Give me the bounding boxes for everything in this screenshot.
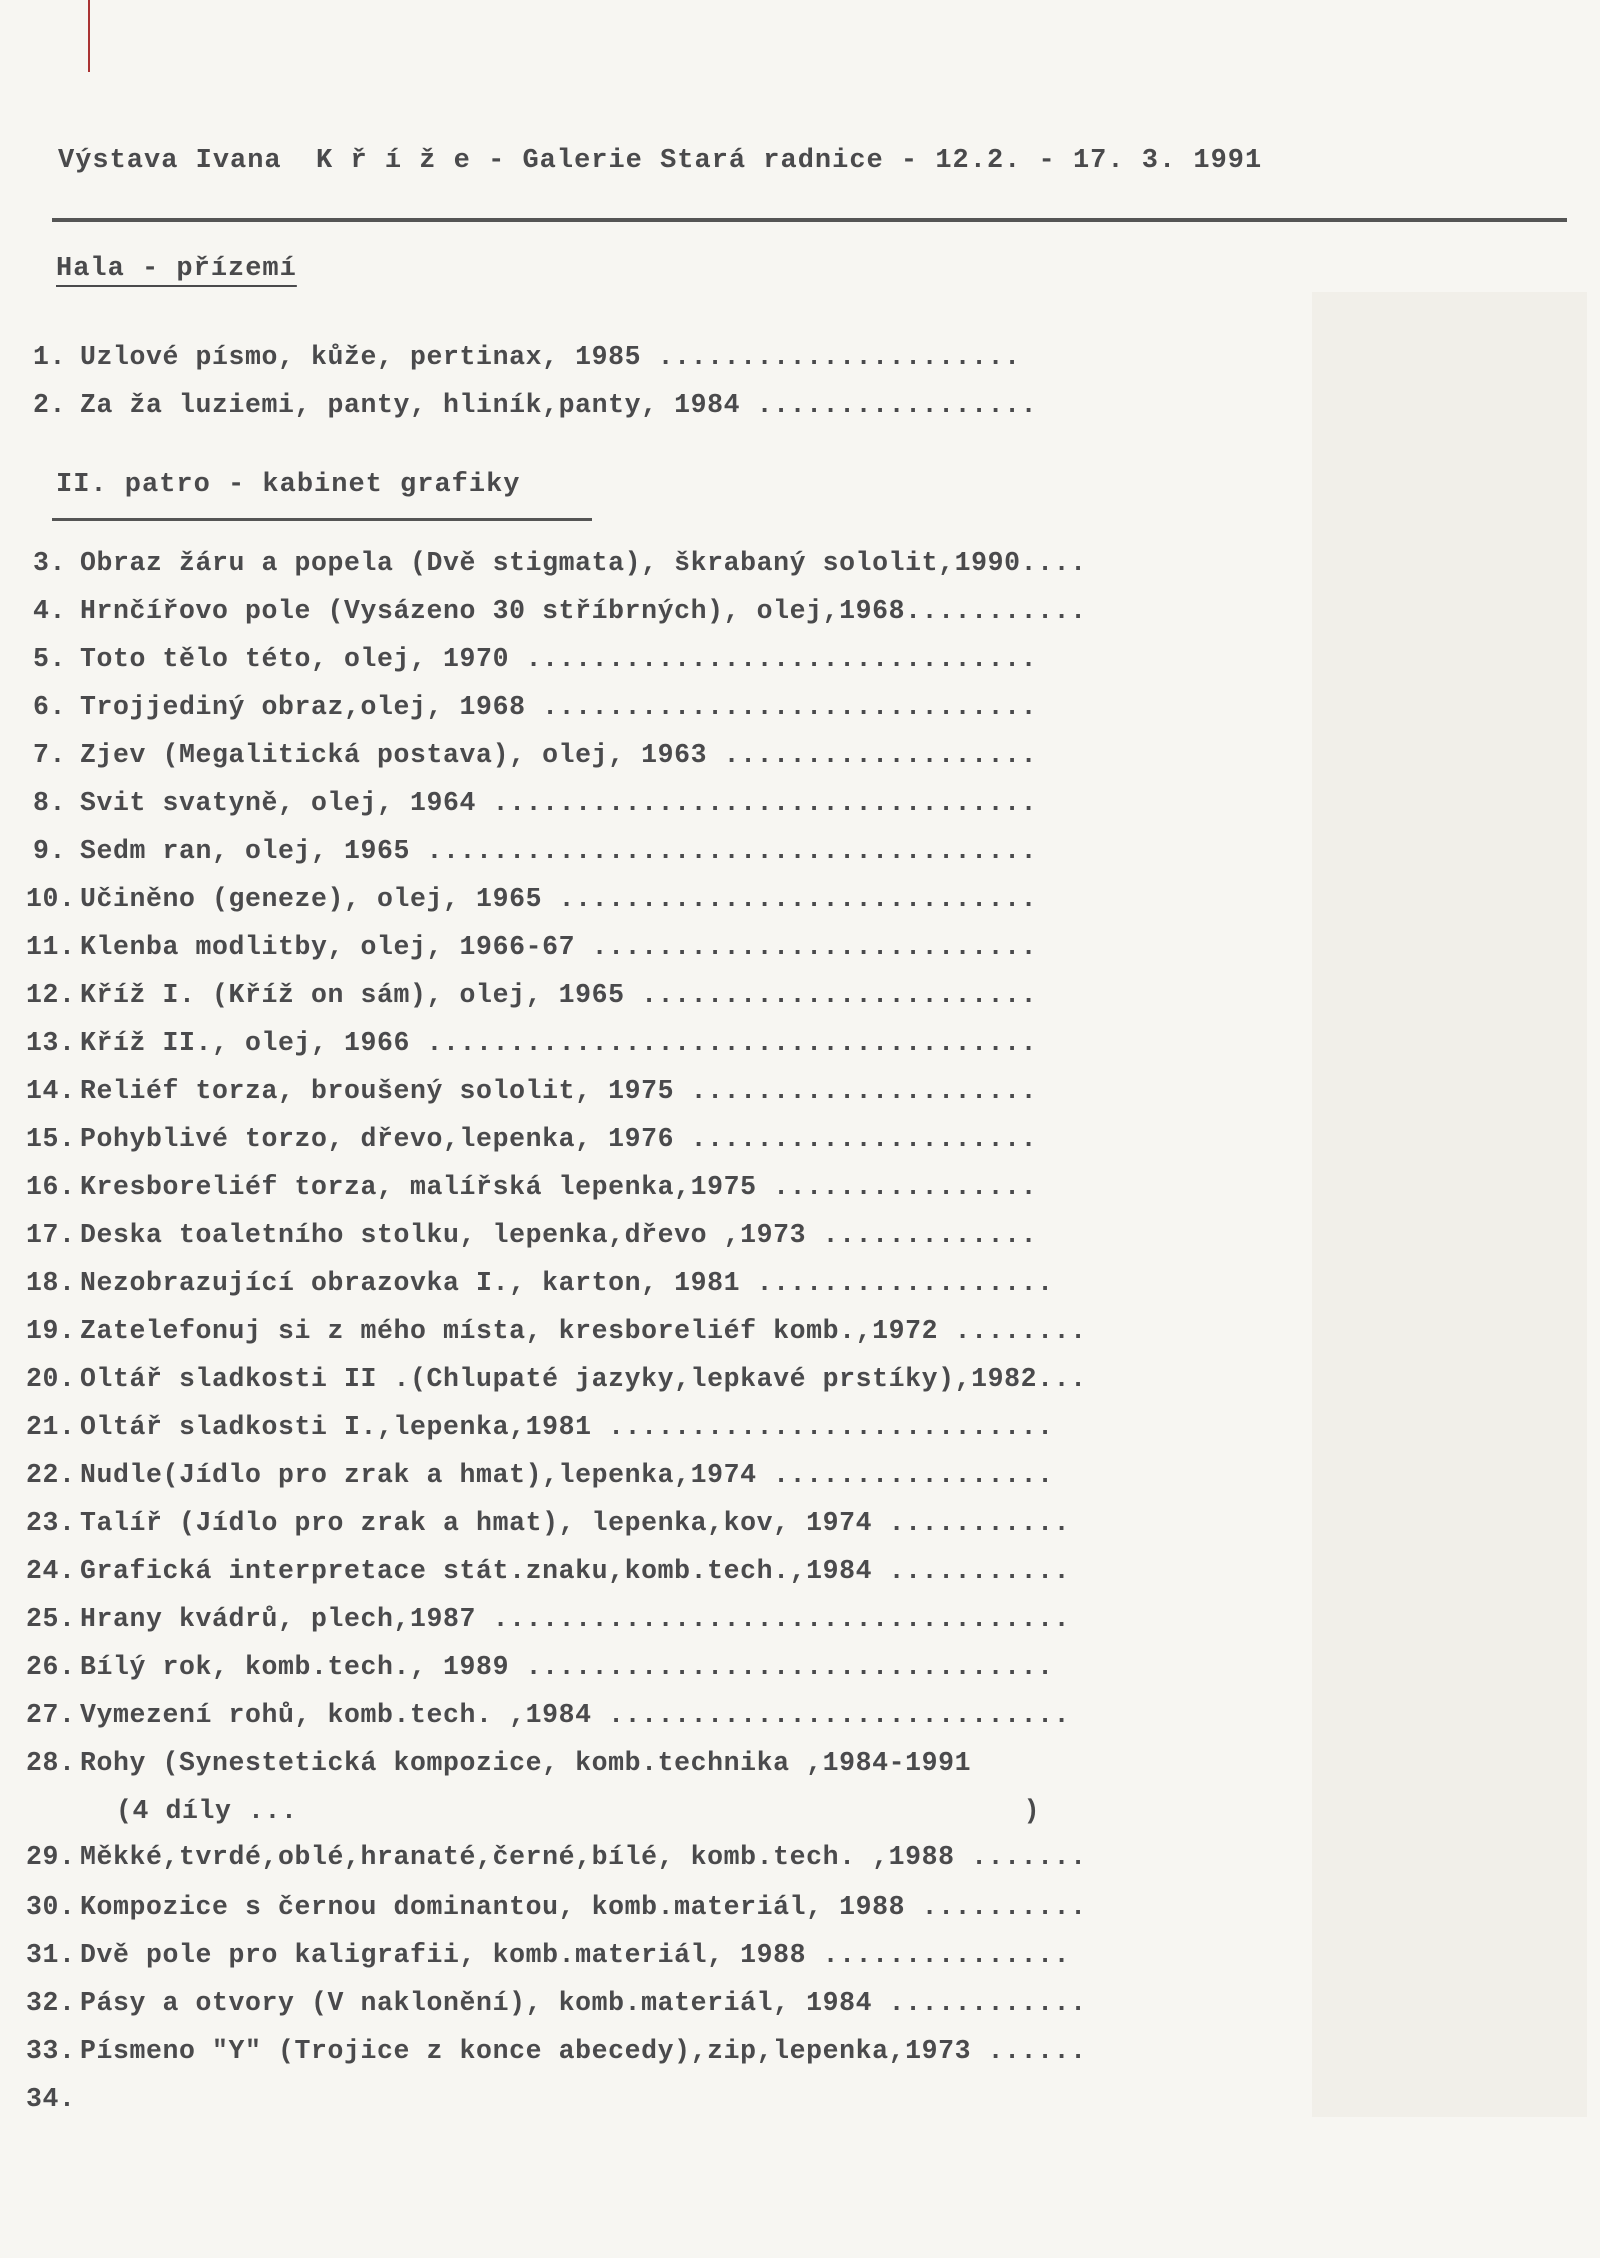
- list-item: [26, 1748, 971, 1778]
- item-number: 9.: [32, 836, 66, 866]
- item-number: 31.: [26, 1940, 76, 1970]
- item-number: 28.: [26, 1748, 76, 1778]
- item-number: 29.: [26, 1842, 76, 1872]
- document-title: Výstava Ivana K ř í ž e - Galerie Stará radnice - 12.2. - 17. 3. 1991: [58, 146, 1263, 176]
- item-text: Deska toaletního stolku, lepenka,dřevo ,1973 .............: [80, 1220, 1038, 1250]
- item-text: Vymezení rohů, komb.tech. ,1984 ............................: [80, 1700, 1071, 1730]
- item-text: Obraz žáru a popela (Dvě stigmata), škrabaný sololit,1990....: [80, 548, 1087, 578]
- item-text: Hrnčířovo pole (Vysázeno 30 stříbrných), olej,1968...........: [80, 596, 1087, 626]
- item-number: 34.: [26, 2084, 76, 2114]
- item-text: Písmeno "Y" (Trojice z konce abecedy),zip,lepenka,1973 ......: [80, 2036, 1087, 2066]
- item-text: Reliéf torza, broušený sololit, 1975 .....................: [80, 1076, 1038, 1106]
- item-number: 7.: [32, 740, 66, 770]
- item-number: 12.: [26, 980, 76, 1010]
- item-number: 17.: [26, 1220, 76, 1250]
- item-text: (4 díly ... ): [116, 1796, 1041, 1826]
- item-text: Trojjediný obraz,olej, 1968 ..............................: [80, 692, 1038, 722]
- item-number: 27.: [26, 1700, 76, 1730]
- item-text: Oltář sladkosti II .(Chlupaté jazyky,lepkavé prstíky),1982...: [80, 1364, 1087, 1394]
- item-text: Rohy (Synestetická kompozice, komb.technika ,1984-1991: [80, 1748, 972, 1778]
- item-number: 26.: [26, 1652, 76, 1682]
- item-text: Oltář sladkosti I.,lepenka,1981 ...........................: [80, 1412, 1054, 1442]
- item-text: Pásy a otvory (V naklonění), komb.materiál, 1984 ............: [80, 1988, 1087, 2018]
- list-item: [26, 1842, 1087, 1872]
- list-item: [26, 932, 1037, 962]
- item-number: 11.: [26, 932, 76, 962]
- list-item: [26, 884, 1037, 914]
- item-text: Svit svatyně, olej, 1964 .................................: [80, 788, 1038, 818]
- margin-mark: [88, 0, 90, 72]
- list-item: [26, 1604, 1070, 1634]
- paper-overlay: [1312, 292, 1587, 2117]
- list-item: [26, 1508, 1070, 1538]
- title-underline: [52, 218, 1567, 222]
- item-text: Zjev (Megalitická postava), olej, 1963 ...................: [80, 740, 1038, 770]
- item-text: Bílý rok, komb.tech., 1989 ................................: [80, 1652, 1054, 1682]
- list-item: [26, 1220, 1037, 1250]
- item-text: Zatelefonuj si z mého místa, kresboreliéf komb.,1972 ........: [80, 1316, 1087, 1346]
- list-item: [26, 740, 1037, 770]
- list-item: [26, 2084, 80, 2114]
- item-text: Grafická interpretace stát.znaku,komb.tech.,1984 ...........: [80, 1556, 1071, 1586]
- item-number: 10.: [26, 884, 76, 914]
- list-item: [26, 1124, 1037, 1154]
- item-number: 30.: [26, 1892, 76, 1922]
- item-text: Uzlové písmo, kůže, pertinax, 1985 ......................: [80, 342, 1021, 372]
- list-item: [26, 836, 1037, 866]
- item-text: Učiněno (geneze), olej, 1965 .............................: [80, 884, 1038, 914]
- list-item: [26, 596, 1087, 626]
- item-number: 25.: [26, 1604, 76, 1634]
- list-item: [26, 1028, 1037, 1058]
- item-number: 4.: [32, 596, 66, 626]
- item-text: Za ža luziemi, panty, hliník,panty, 1984 .................: [80, 390, 1038, 420]
- item-text: Měkké,tvrdé,oblé,hranaté,černé,bílé, komb.tech. ,1988 .......: [80, 1842, 1087, 1872]
- item-text: Talíř (Jídlo pro zrak a hmat), lepenka,kov, 1974 ...........: [80, 1508, 1071, 1538]
- item-number: 3.: [32, 548, 66, 578]
- list-item: [26, 2036, 1087, 2066]
- item-text: Nudle(Jídlo pro zrak a hmat),lepenka,1974 .................: [80, 1460, 1054, 1490]
- item-number: 18.: [26, 1268, 76, 1298]
- item-text: Kresboreliéf torza, malířská lepenka,1975 ................: [80, 1172, 1038, 1202]
- list-item: [26, 1316, 1087, 1346]
- list-item: [26, 548, 1087, 578]
- item-number: 21.: [26, 1412, 76, 1442]
- item-text: Kompozice s černou dominantou, komb.materiál, 1988 ..........: [80, 1892, 1087, 1922]
- item-number: 2.: [32, 390, 66, 420]
- item-text: Toto tělo této, olej, 1970 ...............................: [80, 644, 1038, 674]
- item-text: Hrany kvádrů, plech,1987 ...................................: [80, 1604, 1071, 1634]
- list-item: [26, 1172, 1037, 1202]
- list-item: [26, 1556, 1070, 1586]
- item-number: 13.: [26, 1028, 76, 1058]
- item-text: Sedm ran, olej, 1965 .....................................: [80, 836, 1038, 866]
- item-number: 32.: [26, 1988, 76, 2018]
- list-item: [26, 980, 1037, 1010]
- list-item: [62, 1796, 1040, 1826]
- list-item: [26, 390, 1037, 420]
- section-title-second-floor: II. patro - kabinet grafiky: [56, 470, 521, 500]
- list-item: [26, 644, 1037, 674]
- section-underline: [52, 518, 592, 521]
- item-number: 33.: [26, 2036, 76, 2066]
- item-text: Dvě pole pro kaligrafii, komb.materiál, 1988 ...............: [80, 1940, 1071, 1970]
- item-text: Kříž I. (Kříž on sám), olej, 1965 ........................: [80, 980, 1038, 1010]
- item-number: 23.: [26, 1508, 76, 1538]
- item-number: 8.: [32, 788, 66, 818]
- list-item: [26, 1940, 1070, 1970]
- item-number: 5.: [32, 644, 66, 674]
- list-item: [26, 1460, 1054, 1490]
- item-number: 14.: [26, 1076, 76, 1106]
- item-text: Pohyblivé torzo, dřevo,lepenka, 1976 .....................: [80, 1124, 1038, 1154]
- item-text: Kříž II., olej, 1966 .....................................: [80, 1028, 1038, 1058]
- list-item: [26, 1988, 1087, 2018]
- list-item: [26, 1076, 1037, 1106]
- list-item: [26, 692, 1037, 722]
- item-number: 16.: [26, 1172, 76, 1202]
- list-item: [26, 1892, 1087, 1922]
- item-number: 6.: [32, 692, 66, 722]
- list-item: [26, 788, 1037, 818]
- list-item: [26, 1364, 1087, 1394]
- item-number: 15.: [26, 1124, 76, 1154]
- item-text: Nezobrazující obrazovka I., karton, 1981 ..................: [80, 1268, 1054, 1298]
- item-number: 1.: [32, 342, 66, 372]
- list-item: [26, 1412, 1054, 1442]
- item-number: 24.: [26, 1556, 76, 1586]
- item-number: 22.: [26, 1460, 76, 1490]
- item-text: Klenba modlitby, olej, 1966-67 ...........................: [80, 932, 1038, 962]
- list-item: [26, 1652, 1054, 1682]
- list-item: [26, 1700, 1070, 1730]
- section-title-ground-floor: Hala - přízemí: [56, 254, 297, 284]
- list-item: [26, 342, 1021, 372]
- list-item: [26, 1268, 1054, 1298]
- item-number: 20.: [26, 1364, 76, 1394]
- item-number: 19.: [26, 1316, 76, 1346]
